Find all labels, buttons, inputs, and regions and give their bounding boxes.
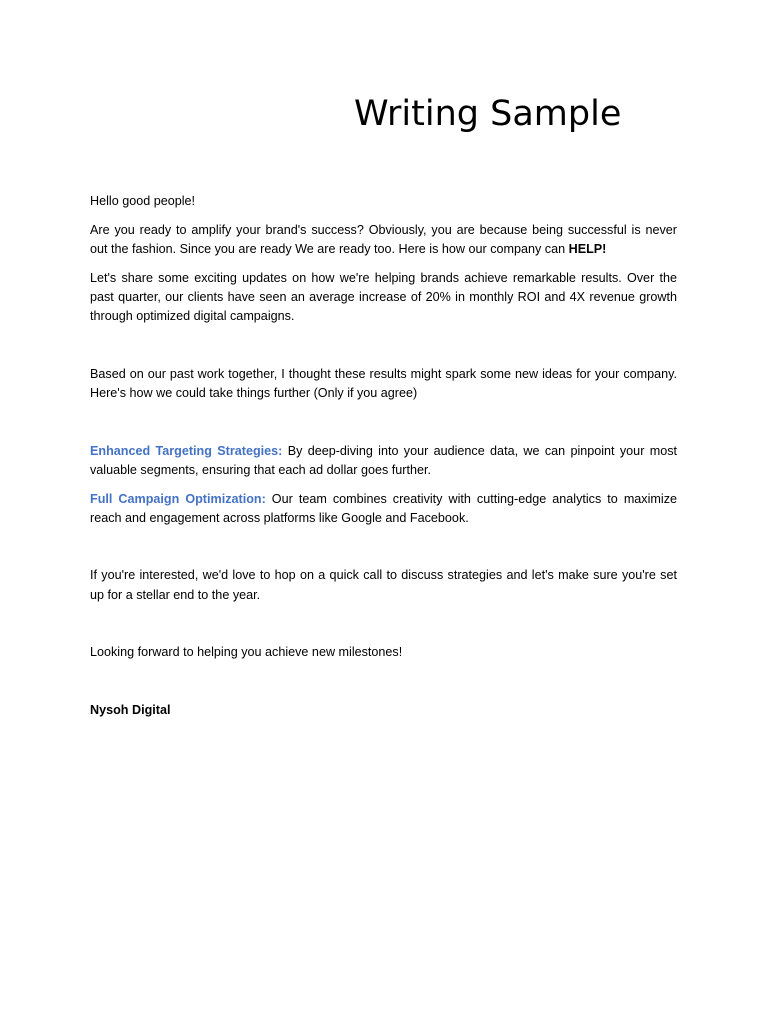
ideas-paragraph: Based on our past work together, I thought these results might spark some new ideas for your company. Here's how we could take things further (Only if you agree) bbox=[90, 366, 677, 400]
intro-text: Are you ready to amplify your brand's success? Obviously, you are because being successful is never out the fashion. Since you are ready We are ready too. Here is how our company can bbox=[90, 222, 677, 256]
document-title: Writing Sample bbox=[354, 94, 622, 134]
strategy-text: Our team combines creativity with cutting-edge analytics to maximize reach and engagement across platforms like Google and Facebook. bbox=[90, 491, 677, 525]
intro-emphasis: HELP! bbox=[568, 242, 607, 256]
strategy-heading: Enhanced Targeting Strategies: bbox=[90, 443, 283, 458]
signature: Nysoh Digital bbox=[90, 702, 171, 717]
updates-paragraph: Let's share some exciting updates on how we're helping brands achieve remarkable results. Over the past quarter, our clients have seen an average increase of 20% in monthly ROI and 4X revenue growth through optimized digital campaigns. bbox=[90, 270, 677, 324]
strategy-heading: Full Campaign Optimization: bbox=[90, 491, 266, 506]
call-paragraph: If you're interested, we'd love to hop on a quick call to discuss strategies and let's make sure you're set up for a stellar end to the year. bbox=[90, 568, 677, 602]
intro-paragraph bbox=[90, 221, 677, 259]
document-body bbox=[90, 192, 677, 730]
strategy-paragraph-targeting bbox=[90, 442, 677, 480]
strategy-paragraph-optimization bbox=[90, 490, 677, 528]
closing-paragraph: Looking forward to helping you achieve new milestones! bbox=[90, 645, 403, 660]
greeting-paragraph: Hello good people! bbox=[90, 194, 196, 208]
strategy-text: By deep-diving into your audience data, we can pinpoint your most valuable segments, ensuring that each ad dollar goes further. bbox=[90, 443, 677, 477]
